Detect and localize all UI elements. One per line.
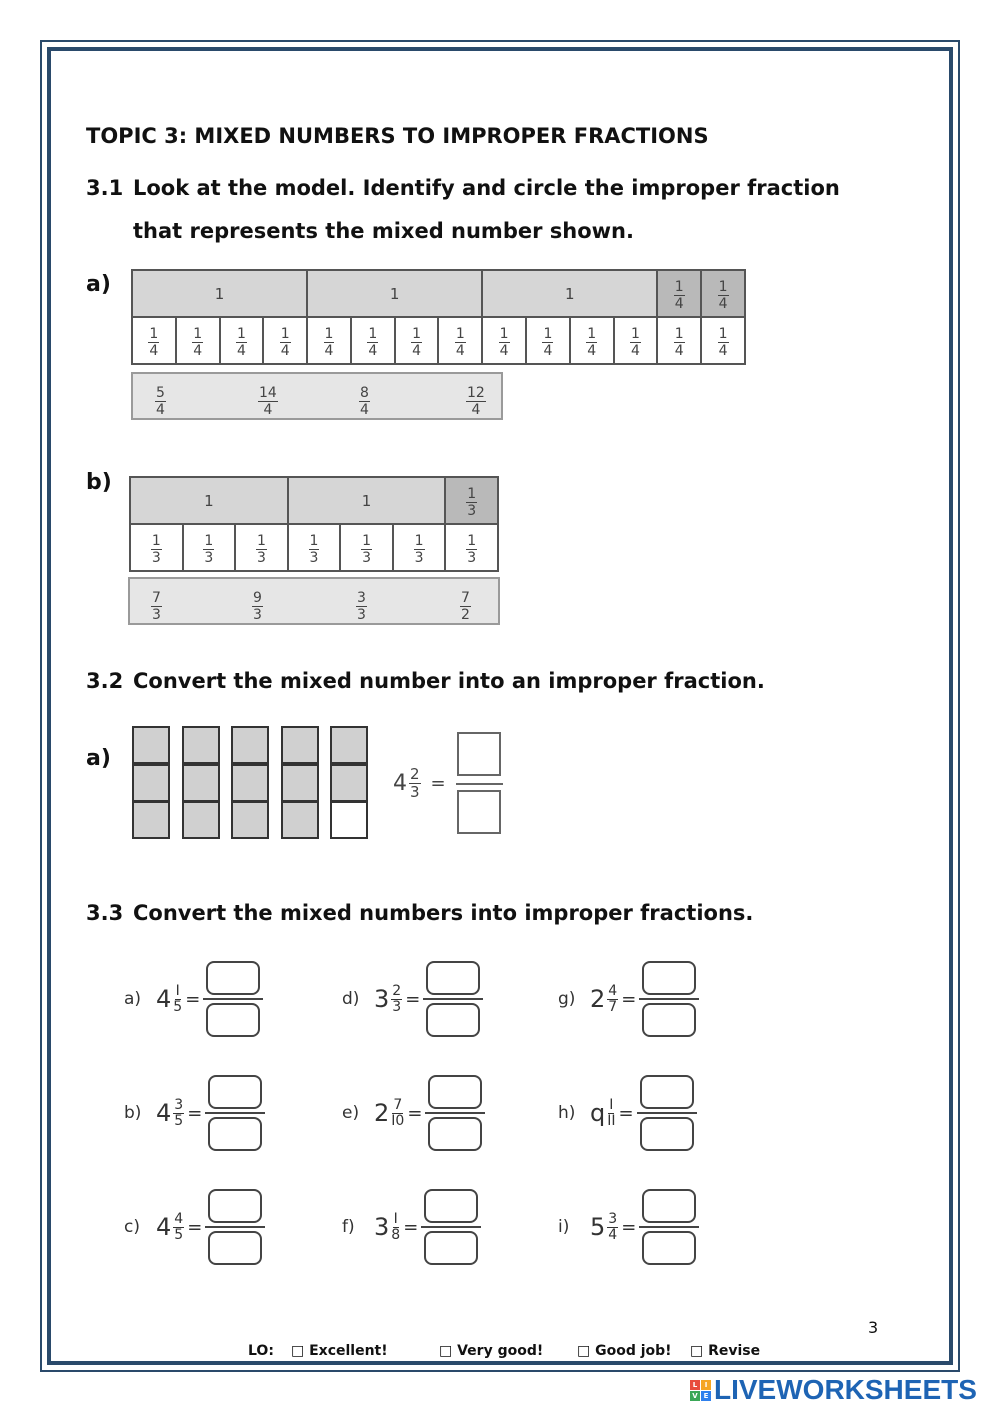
q33-f-answer-denominator-box[interactable] [424, 1231, 478, 1265]
q31a-extra-part-2 [701, 270, 745, 317]
q31b-part-fraction-7 [466, 534, 477, 565]
q33-f-answer-numerator-box[interactable] [424, 1189, 478, 1223]
q31a-part-fraction-13-denominator: 4 [674, 342, 684, 359]
q31a-part-3 [220, 317, 264, 364]
q33-c-fraction [173, 1212, 184, 1242]
q32a-numerator: 2 [410, 765, 420, 783]
q32a-block-c3-r2 [231, 764, 269, 802]
logo-letter-i: I [701, 1380, 711, 1390]
q32a-label: a) [86, 746, 111, 771]
q33-h-label: h) [558, 1103, 576, 1123]
q31b-option-4[interactable] [460, 587, 471, 622]
q31a-part-fraction-10 [542, 327, 553, 358]
q31a-option-4[interactable] [466, 382, 486, 417]
q31a-part-fraction-4-numerator: 1 [280, 325, 290, 342]
q31b-part-fraction-6-denominator: 3 [414, 549, 424, 566]
q32a-fraction-line [456, 783, 503, 785]
q33-b-numerator: 3 [174, 1096, 184, 1113]
q33-g-answer-line [639, 998, 699, 1000]
q31a-part-fraction-1-denominator: 4 [149, 342, 159, 359]
q33-item-h [558, 1075, 697, 1151]
q33-a-answer-denominator-box[interactable] [206, 1003, 260, 1037]
q32a-block-c2-r1 [182, 726, 220, 764]
q32a-block-c3-r1 [231, 726, 269, 764]
q33-d-answer-line [423, 998, 483, 1000]
liveworksheets-wordmark: LIVEWORKSHEETS [714, 1374, 977, 1405]
q33-b-fraction [173, 1098, 184, 1128]
q31b-whole-1: 1 [130, 477, 288, 524]
q31a-extra-fraction-1-numerator: 1 [674, 278, 684, 295]
q33-b-whole: 4 [156, 1099, 172, 1127]
q33-f-fraction [391, 1212, 400, 1242]
q31b-option-fraction-4-numerator: 7 [461, 590, 470, 606]
q31a-part-fraction-13 [674, 327, 685, 358]
q31b-part-fraction-6-numerator: 1 [414, 532, 424, 549]
q33-text: Convert the mixed numbers into improper fractions. [133, 901, 754, 925]
q31a-part-fraction-3-numerator: 1 [236, 325, 246, 342]
q31a-part-fraction-6-denominator: 4 [368, 342, 378, 359]
q33-b-answer-denominator-box[interactable] [208, 1117, 262, 1151]
q33-b-label: b) [124, 1103, 142, 1123]
q31b-option-3[interactable] [356, 587, 367, 622]
q31a-part-fraction-9-denominator: 4 [499, 342, 509, 359]
q31a-option-fraction-2-denominator: 4 [263, 402, 273, 418]
q33-item-e [342, 1075, 485, 1151]
q32a-block-c5-r1 [330, 726, 368, 764]
q33-g-answer [639, 961, 699, 1037]
q33-h-answer-line [637, 1112, 697, 1114]
q32a-block-c2-r2 [182, 764, 220, 802]
q33-e-answer-denominator-box[interactable] [428, 1117, 482, 1151]
q33-d-answer-denominator-box[interactable] [426, 1003, 480, 1037]
q33-a-fraction [173, 984, 182, 1014]
q33-d-answer-numerator-box[interactable] [426, 961, 480, 995]
q32a-whole: 4 [393, 771, 407, 796]
q32a-block-c5-r2 [330, 764, 368, 802]
q31a-extra-fraction-2-numerator: 1 [718, 278, 728, 295]
q31a-part-9 [482, 317, 526, 364]
q31b-option-fraction-1 [151, 591, 162, 622]
q31a-option-2[interactable] [258, 382, 278, 417]
q32a-answer-numerator-box[interactable] [457, 732, 501, 776]
q32-number: 3.2 [86, 669, 124, 693]
q33-item-g [558, 961, 699, 1037]
q32a-block-c4-r3 [281, 801, 319, 839]
q31a-extra-fraction-1 [674, 280, 685, 311]
q31a-part-fraction-10-denominator: 4 [543, 342, 553, 359]
logo-letter-v: V [690, 1391, 700, 1401]
q31a-extra-fraction-1-denominator: 4 [674, 295, 684, 312]
logo-letter-l: L [690, 1380, 700, 1390]
q31a-part-fraction-2-numerator: 1 [193, 325, 203, 342]
q31b-part-fraction-7-numerator: 1 [467, 532, 477, 549]
q31-text-line1: Look at the model. Identify and circle the improper fraction [133, 176, 840, 200]
q32a-block-c1-r3 [132, 801, 170, 839]
q31a-part-fraction-2 [192, 327, 203, 358]
lo-option-revise[interactable]: □ Revise [690, 1343, 761, 1359]
q31a-part-fraction-12-numerator: 1 [631, 325, 640, 342]
q33-e-fraction [391, 1098, 404, 1128]
q31a-option-fraction-1 [155, 386, 166, 417]
q31a-part-fraction-3 [236, 327, 247, 358]
q33-i-numerator: 3 [608, 1210, 618, 1227]
q31a-part-fraction-11-denominator: 4 [587, 342, 597, 359]
q33-h-fraction [607, 1098, 615, 1128]
q31a-part-fraction-11-numerator: 1 [587, 325, 597, 342]
q33-item-f [342, 1189, 481, 1265]
q31a-part-fraction-12-denominator: 4 [631, 342, 640, 359]
lo-option-good-job[interactable]: □ Good job! [577, 1343, 672, 1359]
q31a-option-fraction-1-numerator: 5 [156, 385, 165, 401]
q33-d-denominator: 3 [392, 998, 402, 1015]
q33-g-label: g) [558, 989, 576, 1009]
q32a-block-c5-r3 [330, 801, 368, 839]
q33-g-fraction [607, 984, 618, 1014]
q33-item-c [124, 1189, 265, 1265]
q33-a-answer-numerator-box[interactable] [206, 961, 260, 995]
q31a-option-fraction-1-denominator: 4 [156, 402, 165, 418]
q31a-option-fraction-2-numerator: 14 [259, 385, 277, 401]
q31a-part-1 [132, 317, 176, 364]
q31b-part-fraction-2-denominator: 3 [204, 549, 214, 566]
q31a-part-fraction-8 [455, 327, 466, 358]
q31b-option-1[interactable] [151, 587, 162, 622]
q31b-part-5 [340, 524, 393, 571]
q33-h-whole: q [590, 1099, 606, 1127]
q31b-extra-fraction-1-numerator: 1 [467, 485, 477, 502]
q31a-part-10 [526, 317, 570, 364]
q33-a-numerator: I [175, 982, 180, 999]
q33-item-b [124, 1075, 265, 1151]
q33-i-answer-numerator-box[interactable] [642, 1189, 696, 1223]
q31b-option-fraction-3 [356, 591, 367, 622]
q32a-fraction [409, 767, 421, 800]
liveworksheets-logo-icon [690, 1380, 711, 1401]
q33-d-fraction [391, 984, 402, 1014]
q31a-option-fraction-3 [359, 386, 370, 417]
q33-c-answer-numerator-box[interactable] [208, 1189, 262, 1223]
q31b-option-fraction-2-numerator: 9 [253, 590, 262, 606]
q32a-block-c1-r1 [132, 726, 170, 764]
q31a-part-fraction-6 [367, 327, 378, 358]
q33-i-equals: = [621, 1216, 637, 1238]
q33-d-equals: = [405, 988, 421, 1010]
q31b-extra-fraction-1 [466, 487, 477, 518]
q31a-part-fraction-3-denominator: 4 [236, 342, 246, 359]
q33-i-answer-denominator-box[interactable] [642, 1231, 696, 1265]
q33-h-numerator: I [609, 1096, 614, 1113]
q33-c-answer-line [205, 1226, 265, 1228]
q33-b-answer [205, 1075, 265, 1151]
q33-d-label: d) [342, 989, 360, 1009]
q31a-whole-1: 1 [132, 270, 307, 317]
q33-i-denominator: 4 [608, 1226, 618, 1243]
q33-d-answer [423, 961, 483, 1037]
q31b-part-fraction-3-denominator: 3 [256, 549, 266, 566]
q33-f-denominator: 8 [391, 1226, 401, 1243]
topic-title: TOPIC 3: MIXED NUMBERS TO IMPROPER FRACTIONS [86, 124, 709, 148]
q31a-extra-fraction-2-denominator: 4 [718, 295, 728, 312]
q31b-part-fraction-3 [256, 534, 267, 565]
q31b-option-fraction-2-denominator: 3 [253, 607, 262, 623]
q31b-option-fraction-4-denominator: 2 [461, 607, 470, 623]
q31a-part-fraction-14 [718, 327, 729, 358]
q33-f-whole: 3 [374, 1213, 390, 1241]
q33-c-whole: 4 [156, 1213, 172, 1241]
q32a-answer-denominator-box[interactable] [457, 790, 501, 834]
q33-i-fraction [607, 1212, 618, 1242]
q31a-option-fraction-3-numerator: 8 [360, 385, 369, 401]
q31-number: 3.1 [86, 176, 124, 200]
q31a-part-fraction-7-denominator: 4 [412, 342, 422, 359]
q31b-part-fraction-4 [309, 534, 320, 565]
q31a-part-fraction-1-numerator: 1 [149, 325, 159, 342]
q31a-part-fraction-7 [411, 327, 422, 358]
q31a-part-fraction-14-numerator: 1 [718, 325, 728, 342]
q31a-part-fraction-10-numerator: 1 [543, 325, 553, 342]
q31a-part-fraction-13-numerator: 1 [674, 325, 684, 342]
q31a-part-14 [701, 317, 745, 364]
q33-b-denominator: 5 [174, 1112, 184, 1129]
q31a-option-fraction-3-denominator: 4 [360, 402, 369, 418]
q33-e-label: e) [342, 1103, 360, 1123]
q31b-part-fraction-5 [361, 534, 372, 565]
q33-g-denominator: 7 [608, 998, 618, 1015]
q32a-block-c4-r2 [281, 764, 319, 802]
q31b-part-fraction-2 [203, 534, 214, 565]
q31a-options [131, 372, 503, 420]
q33-c-label: c) [124, 1217, 140, 1237]
q31a-option-fraction-4-denominator: 4 [471, 402, 481, 418]
q33-b-answer-numerator-box[interactable] [208, 1075, 262, 1109]
q32a-block-c3-r3 [231, 801, 269, 839]
page-border-inner [47, 47, 953, 1365]
q33-c-equals: = [187, 1216, 203, 1238]
q31b-fraction-bar [129, 476, 499, 572]
q31b-part-fraction-5-numerator: 1 [362, 532, 371, 549]
q31-text-line2: that represents the mixed number shown. [133, 219, 634, 243]
q33-number: 3.3 [86, 901, 124, 925]
lo-option-excellent[interactable]: □ Excellent! [291, 1343, 388, 1359]
q31a-part-8 [438, 317, 482, 364]
q31a-part-fraction-5 [324, 327, 335, 358]
q33-item-a [124, 961, 263, 1037]
q33-g-whole: 2 [590, 985, 606, 1013]
lo-label: LO: [248, 1343, 274, 1359]
q31b-part-6 [393, 524, 446, 571]
q31a-part-fraction-5-numerator: 1 [324, 325, 334, 342]
q31a-whole-2: 1 [307, 270, 482, 317]
q31a-extra-part-1 [657, 270, 701, 317]
q33-i-whole: 5 [590, 1213, 606, 1241]
page-number: 3 [868, 1318, 879, 1337]
q31b-part-fraction-7-denominator: 3 [467, 549, 477, 566]
q33-a-whole: 4 [156, 985, 172, 1013]
q33-h-answer [637, 1075, 697, 1151]
q33-f-equals: = [403, 1216, 419, 1238]
q31a-fraction-bar [131, 269, 746, 365]
q31a-part-fraction-14-denominator: 4 [718, 342, 728, 359]
q33-f-answer-line [421, 1226, 481, 1228]
q33-d-whole: 3 [374, 985, 390, 1013]
q31b-option-fraction-2 [252, 591, 263, 622]
q33-e-equals: = [407, 1102, 423, 1124]
q31a-part-fraction-9 [499, 327, 510, 358]
q33-c-answer-denominator-box[interactable] [208, 1231, 262, 1265]
q33-c-numerator: 4 [174, 1210, 184, 1227]
q31a-part-fraction-2-denominator: 4 [193, 342, 203, 359]
q32a-block-c2-r3 [182, 801, 220, 839]
q31a-part-fraction-8-numerator: 1 [455, 325, 465, 342]
q31a-part-fraction-11 [586, 327, 597, 358]
q31b-extra-fraction-1-denominator: 3 [467, 502, 477, 519]
q31b-options [128, 577, 500, 625]
q31b-part-4 [288, 524, 341, 571]
q33-f-numerator: I [393, 1210, 398, 1227]
q33-d-numerator: 2 [392, 982, 402, 999]
q32a-denominator: 3 [410, 783, 420, 801]
q33-e-answer [425, 1075, 485, 1151]
q33-i-answer-line [639, 1226, 699, 1228]
q31b-part-fraction-4-numerator: 1 [309, 532, 319, 549]
q31a-whole-3: 1 [482, 270, 657, 317]
q31a-part-fraction-4-denominator: 4 [280, 342, 290, 359]
q31b-option-fraction-1-numerator: 7 [152, 590, 161, 606]
q32a-equals: = [430, 773, 446, 794]
q31a-part-fraction-12 [630, 327, 641, 358]
q31a-part-4 [263, 317, 307, 364]
q31b-part-fraction-3-numerator: 1 [256, 532, 266, 549]
q33-b-answer-line [205, 1112, 265, 1114]
q31b-option-fraction-4 [460, 591, 471, 622]
q31a-part-5 [307, 317, 351, 364]
q32a-block-c4-r1 [281, 726, 319, 764]
q33-a-equals: = [185, 988, 201, 1010]
q33-e-numerator: 7 [393, 1096, 403, 1113]
q31a-option-1[interactable] [155, 382, 166, 417]
q31b-part-fraction-1 [151, 534, 162, 565]
q31b-part-1 [130, 524, 183, 571]
q31a-part-6 [351, 317, 395, 364]
q31a-part-13 [657, 317, 701, 364]
q31a-option-fraction-2 [258, 386, 278, 417]
q33-a-answer-line [203, 998, 263, 1000]
q33-g-answer-denominator-box[interactable] [642, 1003, 696, 1037]
q33-e-answer-numerator-box[interactable] [428, 1075, 482, 1109]
q33-c-denominator: 5 [174, 1226, 184, 1243]
q31b-part-3 [235, 524, 288, 571]
q31b-part-7 [445, 524, 498, 571]
logo-letter-e: E [701, 1391, 711, 1401]
q33-h-answer-numerator-box[interactable] [640, 1075, 694, 1109]
q31a-extra-fraction-2 [718, 280, 729, 311]
q31b-part-fraction-2-numerator: 1 [204, 532, 214, 549]
q31b-part-fraction-1-numerator: 1 [151, 532, 161, 549]
q31a-part-7 [395, 317, 439, 364]
q33-i-answer [639, 1189, 699, 1265]
q31a-part-fraction-1 [148, 327, 159, 358]
q31b-option-fraction-1-denominator: 3 [152, 607, 161, 623]
q31a-part-2 [176, 317, 220, 364]
q33-g-numerator: 4 [608, 982, 618, 999]
lo-option-very-good[interactable]: □ Very good! [439, 1343, 544, 1359]
q31a-part-fraction-5-denominator: 4 [324, 342, 334, 359]
q31b-label: b) [86, 470, 112, 495]
q31a-option-fraction-4 [466, 386, 486, 417]
q31a-option-fraction-4-numerator: 12 [467, 385, 485, 401]
q33-h-denominator: II [607, 1112, 616, 1129]
q31b-part-fraction-1-denominator: 3 [151, 549, 161, 566]
q33-g-equals: = [621, 988, 637, 1010]
q33-a-denominator: 5 [173, 998, 183, 1015]
q32a-block-c1-r2 [132, 764, 170, 802]
q31a-part-fraction-6-numerator: 1 [368, 325, 378, 342]
q33-b-equals: = [187, 1102, 203, 1124]
q33-item-i [558, 1189, 699, 1265]
q31b-part-fraction-4-denominator: 3 [309, 549, 319, 566]
q33-f-answer [421, 1189, 481, 1265]
q33-e-answer-line [425, 1112, 485, 1114]
q31a-label: a) [86, 272, 111, 297]
q33-a-answer [203, 961, 263, 1037]
q33-a-label: a) [124, 989, 142, 1009]
q33-item-d [342, 961, 483, 1037]
q31a-part-fraction-8-denominator: 4 [455, 342, 465, 359]
q31b-part-fraction-5-denominator: 3 [362, 549, 371, 566]
q33-e-denominator: I0 [391, 1112, 405, 1129]
q31b-option-fraction-3-numerator: 3 [357, 590, 366, 606]
q31a-part-fraction-4 [280, 327, 291, 358]
q32-text: Convert the mixed number into an improper fraction. [133, 669, 765, 693]
q31b-part-fraction-6 [414, 534, 425, 565]
q31a-part-11 [570, 317, 614, 364]
q33-h-equals: = [618, 1102, 634, 1124]
q33-i-label: i) [558, 1217, 570, 1237]
q31a-part-fraction-9-numerator: 1 [499, 325, 509, 342]
q31a-part-12 [614, 317, 658, 364]
q31b-extra-part-1 [445, 477, 498, 524]
q33-c-answer [205, 1189, 265, 1265]
q31b-whole-2: 1 [288, 477, 446, 524]
q31b-part-2 [183, 524, 236, 571]
q32a-mixed-number [393, 767, 446, 800]
q31b-option-fraction-3-denominator: 3 [357, 607, 366, 623]
q31b-option-2[interactable] [252, 587, 263, 622]
q33-h-answer-denominator-box[interactable] [640, 1117, 694, 1151]
q33-g-answer-numerator-box[interactable] [642, 961, 696, 995]
q33-f-label: f) [342, 1217, 355, 1237]
q31a-part-fraction-7-numerator: 1 [412, 325, 422, 342]
q33-e-whole: 2 [374, 1099, 390, 1127]
q31a-option-3[interactable] [359, 382, 370, 417]
liveworksheets-logo [690, 1374, 977, 1406]
